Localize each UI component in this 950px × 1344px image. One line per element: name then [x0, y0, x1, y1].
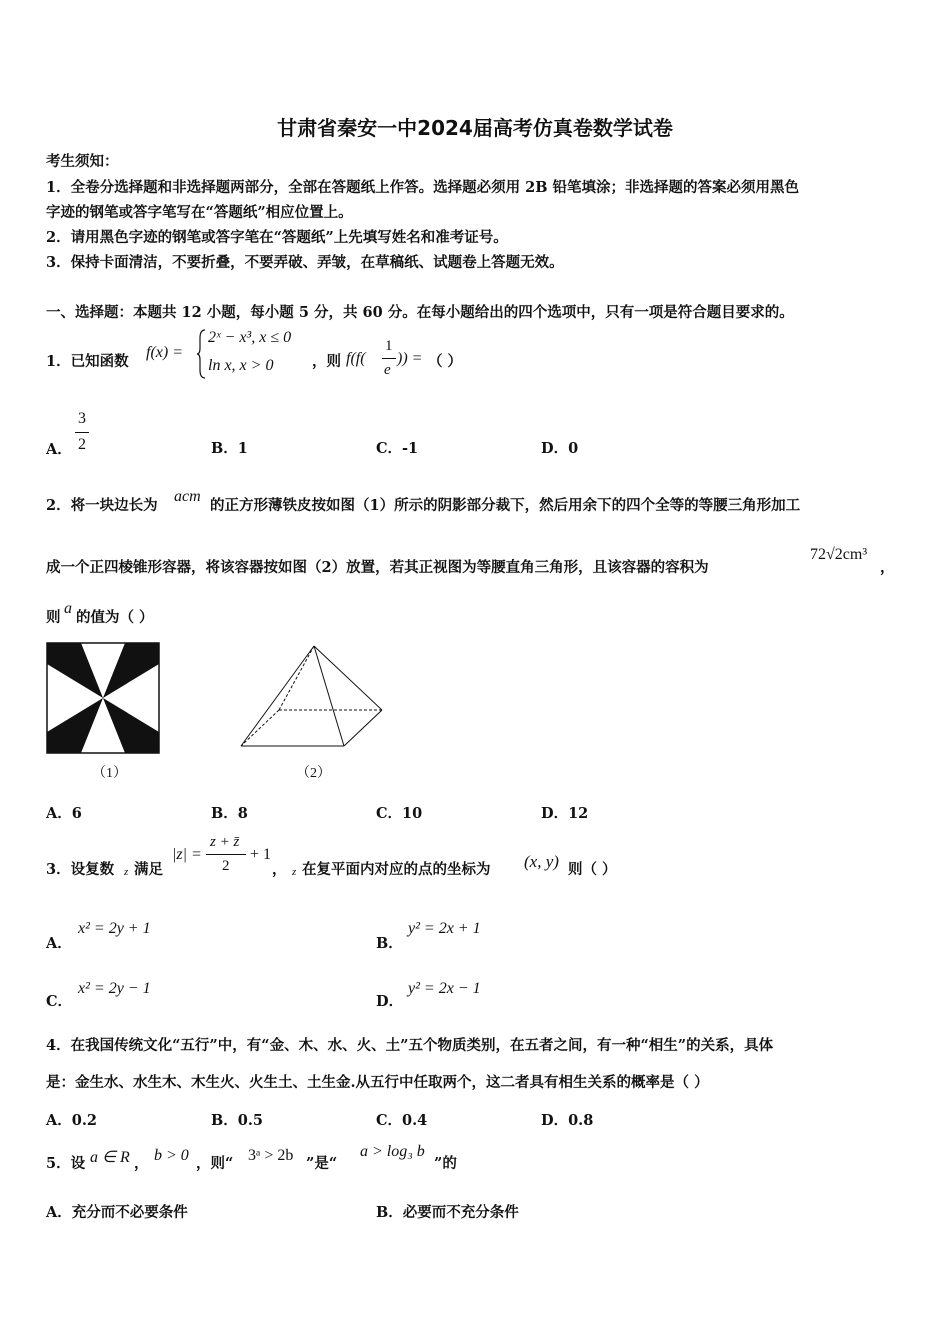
figure-2-caption: （2） — [296, 766, 331, 781]
q1-option-a-num: 3 — [78, 410, 86, 427]
q2-option-c: C．10 — [376, 805, 423, 822]
q4-line2: 是：金生水、水生木、木生火、火生土、土生金.从五行中任取两个，这二者具有相生关系的概率是（ ） — [46, 1074, 709, 1091]
q3-var-z2: z — [292, 866, 297, 878]
q2-comma: ， — [880, 559, 895, 576]
q4-option-d: D．0.8 — [541, 1112, 594, 1129]
q3-option-b: y² = 2x + 1 — [408, 920, 481, 937]
q5-is: ”是“ — [306, 1155, 338, 1172]
q1-answer-paren: （ ） — [428, 353, 463, 370]
q5-prefix: 5．设 — [46, 1155, 86, 1172]
q3-coordinates: (x, y) — [524, 852, 559, 871]
q5-statement-2: a > log₃ b — [360, 1143, 425, 1160]
q3-option-c-label: C． — [46, 993, 73, 1010]
q3-middle: 在复平面内对应的点的坐标为 — [302, 861, 491, 878]
q1-expr: f(f( — [346, 350, 366, 367]
q3-option-d-label: D． — [376, 993, 404, 1010]
q1-case2: ln x, x > 0 — [208, 357, 274, 374]
q3-frac-den: 2 — [222, 858, 230, 874]
q1-piecewise-brace — [197, 328, 207, 380]
q1-prefix: 1．已知函数 — [46, 353, 129, 370]
figure-1-square — [46, 642, 162, 754]
q4-option-b: B．0.5 — [211, 1112, 263, 1129]
q2-line2: 成一个正四棱锥形容器，将该容器按如图（2）放置，若其正视图为等腰直角三角形，且该容器的容积为 — [46, 559, 709, 576]
q4-line1: 4．在我国传统文化“五行”中，有“金、木、水、火、土”五个物质类别，在五者之间，有一种“相生”的关系，具体 — [46, 1037, 774, 1054]
q2-volume: 72√2cm³ — [810, 546, 868, 563]
q2-line1-pre: 2．将一块边长为 — [46, 497, 158, 514]
q1-then: ，则 — [312, 353, 341, 370]
q3-option-b-label: B． — [376, 935, 403, 952]
q1-expr-end: )) = — [397, 350, 423, 367]
q3-option-c: x² = 2y − 1 — [78, 980, 151, 997]
q2-side-length: acm — [174, 488, 201, 505]
q5-statement-1: 3ᵃ > 2b — [248, 1147, 294, 1164]
q3-answer-paren: 则（ ） — [568, 861, 617, 878]
q4-option-c: C．0.4 — [376, 1112, 428, 1129]
q2-line3-pre: 则 — [46, 609, 61, 626]
q1-option-c: C．-1 — [376, 440, 419, 457]
page-title: 甘肃省秦安一中2024届高考仿真卷数学试卷 — [277, 116, 673, 140]
notice-line3: 3．保持卡面清洁，不要折叠，不要弄破、弄皱，在草稿纸、试题卷上答题无效。 — [46, 254, 564, 271]
q3-frac-bar — [206, 854, 246, 855]
q2-option-b: B．8 — [211, 805, 248, 822]
q3-option-a-label: A． — [46, 935, 72, 952]
q5-option-a: A．充分而不必要条件 — [46, 1204, 188, 1221]
q5-condition-a: a ∈ R — [90, 1149, 130, 1166]
q4-option-a: A．0.2 — [46, 1112, 97, 1129]
q1-option-a-bar — [75, 432, 89, 433]
notice-heading: 考生须知： — [46, 153, 119, 170]
q2-line1-post: 的正方形薄铁皮按如图（1）所示的阴影部分裁下，然后用余下的四个全等的等腰三角形加工 — [210, 497, 801, 514]
q1-option-a-den: 2 — [78, 436, 86, 453]
figure-1-caption: （1） — [92, 766, 127, 781]
q2-var-a: a — [64, 600, 72, 617]
q1-case1: 2ˣ − x³, x ≤ 0 — [208, 329, 292, 346]
q5-end: ”的 — [434, 1155, 457, 1172]
notice-line2: 2．请用黑色字迹的钢笔或答字笔在“答题纸”上先填写姓名和准考证号。 — [46, 229, 508, 246]
notice-line1a: 1．全卷分选择题和非选择题两部分，全部在答题纸上作答。选择题必须用 2B 铅笔填涂；非选择题的答案必须用黑色 — [46, 179, 800, 196]
q2-line3-post: 的值为（ ） — [76, 609, 154, 626]
q3-option-d: y² = 2x − 1 — [408, 980, 481, 997]
q3-abs-z: |z| = — [172, 846, 202, 863]
q3-plus-one: + 1 — [250, 846, 272, 863]
q3-var-z1: z — [124, 866, 129, 878]
q3-comma: ， — [272, 861, 287, 878]
q3-frac-num: z + z̄ — [210, 834, 240, 850]
q1-option-b: B．1 — [211, 440, 248, 457]
section-heading: 一、选择题：本题共 12 小题，每小题 5 分，共 60 分。在每小题给出的四个选项中，只有一项是符合题目要求的。 — [46, 304, 794, 321]
q1-frac-bar — [382, 358, 396, 359]
q1-frac-num: 1 — [385, 338, 393, 354]
q5-condition-b: b > 0 — [154, 1147, 189, 1164]
figure-2-pyramid — [236, 642, 386, 752]
q2-option-d: D．12 — [541, 805, 589, 822]
q5-option-b: B．必要而不充分条件 — [376, 1204, 519, 1221]
q1-function-lhs: f(x) = — [146, 344, 183, 361]
q2-option-a: A．6 — [46, 805, 82, 822]
q3-option-a: x² = 2y + 1 — [78, 920, 151, 937]
q5-comma: ， — [134, 1155, 149, 1172]
q1-frac-den: e — [384, 362, 391, 378]
q5-then: ，则“ — [196, 1155, 234, 1172]
q1-option-d: D．0 — [541, 440, 579, 457]
q3-prefix: 3．设复数 — [46, 861, 115, 878]
q1-option-a-label: A． — [46, 441, 72, 458]
notice-line1b: 字迹的钢笔或答字笔写在“答题纸”相应位置上。 — [46, 204, 353, 221]
q3-satisfies: 满足 — [134, 861, 163, 878]
